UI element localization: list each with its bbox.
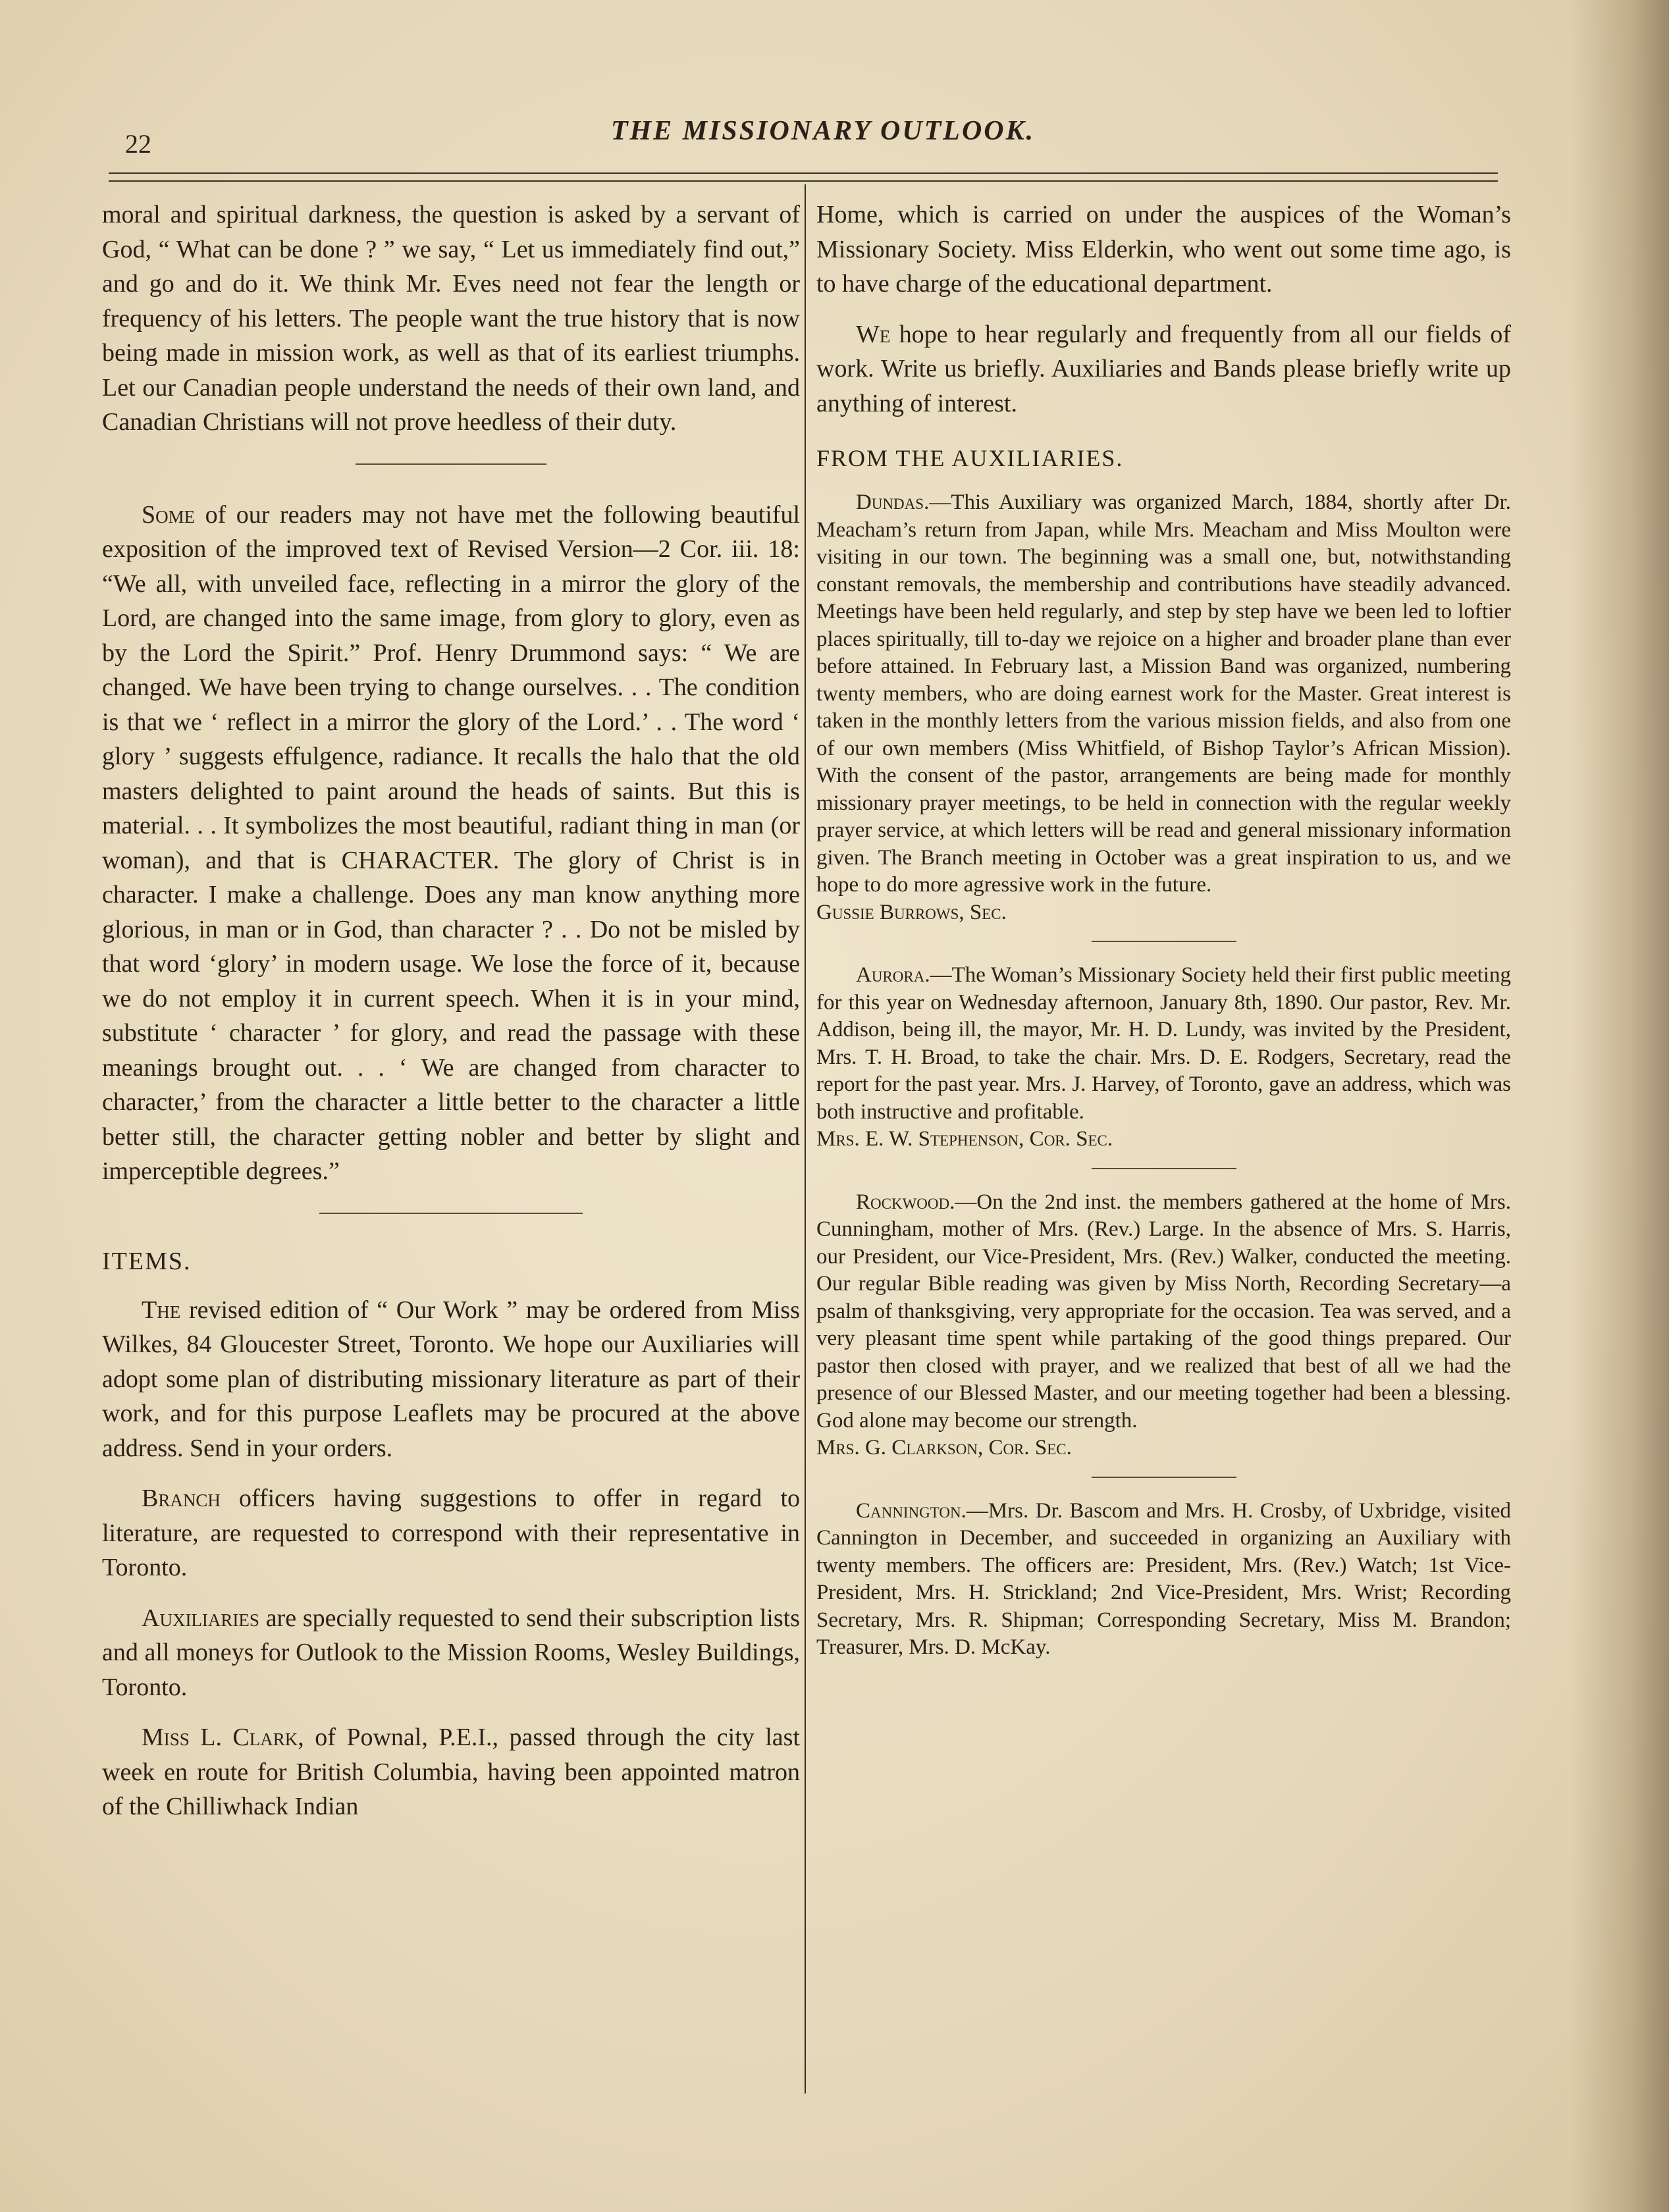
lead-word: The xyxy=(142,1296,181,1324)
report-text: —Mrs. Dr. Bascom and Mrs. H. Crosby, of Uxbridge, visited Cannington in December, and succeeded in organizing an Auxiliary with twenty members. The officers are: President, Mrs. (Rev.) Watch; 1st Vice-President, Mrs. H. Strickland; 2nd Vice-President, Mrs. Wrist; Recording Secretary, Mrs. R. Shipman; Corresponding Secretary, Miss M. Brandon; Treasurer, Mrs. D. McKay. xyxy=(816,1498,1511,1659)
section-divider xyxy=(1092,1477,1236,1478)
section-divider xyxy=(319,1213,583,1214)
item-paragraph xyxy=(102,1481,800,1585)
paragraph xyxy=(102,498,800,1189)
report-text: —On the 2nd inst. the members gathered at the home of Mrs. Cunningham, mother of Mrs. (Rev.) Large. In the absence of Mrs. S. Harris, our President, our Vice-President, Mrs. (Rev.) Walker, conducted the meeting. Our regular Bible reading was given by Miss North, Recording Secretary—a psalm of thanksgiving, very appropriate for the occasion. Tea was served, and a very pleasant time spent while partaking of the good things prepared. Our pastor then closed with prayer, and we realized that best of all we had the presence of our Blessed Master, and our meeting together had been a blessing. God alone may become our strength. xyxy=(816,1190,1511,1433)
page-header xyxy=(105,109,1541,159)
report-cannington xyxy=(816,1498,1511,1662)
paragraph-text: officers having suggestions to offer in regard to literature, are requested to correspond with their representative in Toronto. xyxy=(102,1485,800,1581)
paragraph-text: of our readers may not have met the following beautiful exposition of the improved text of Revised Version—2 Cor. iii. 18: “We all, with unveiled face, reflecting in a mirror the glory of the Lord, are changed into the same image, from glory to glory, even as by the Lord the Spirit.” Prof. Henry Drummond says: “ We are changed. We have been trying to change ourselves. . . The condition is that we ‘ reflect in a mirror the glory of the Lord.’ . . The word ‘ glory ’ suggests effulgence, radiance. It recalls the halo that the old masters delighted to paint around the heads of saints. But this is material. . . It symbolizes the most beautiful, radiant thing in man (or woman), and that is CHARACTER. The glory of Christ is in character. I make a challenge. Does any man know anything more glorious, in man or in God, than character ? . . Do not be misled by that word ‘glory’ in modern usage. We lose the force of it, because we do not employ it in current speech. When it is in your mind, substitute ‘ character ’ for glory, and read the passage with these meanings brought out. . . ‘ We are changed from character to character,’ from the character a little better to the character a little better still, the character getting nobler and better by slight and imperceptible degrees.” xyxy=(102,500,800,1185)
running-title: THE MISSIONARY OUTLOOK. xyxy=(610,116,1036,146)
paragraph-text: are specially requested to send their subscription lists and all moneys for Outlook to the Mission Rooms, Wesley Buildings, Toronto. xyxy=(102,1604,800,1701)
report-text: —The Woman’s Missionary Society held their first public meeting for this year on Wednesday afternoon, January 8th, 1890. Our pastor, Rev. Mr. Addison, being ill, the mayor, Mr. H. D. Lundy, was invited by the President, Mrs. T. H. Broad, to take the chair. Mrs. D. E. Rodgers, Secretary, read the report for the past year. Mrs. J. Harvey, of Toronto, gave an address, which was both instructive and profitable. xyxy=(816,963,1511,1124)
signature: Gussie Burrows, Sec. xyxy=(816,900,1007,924)
place-name: Cannington. xyxy=(856,1498,967,1523)
report-aurora xyxy=(816,962,1511,1126)
lead-word: Miss L. Clark, xyxy=(142,1724,304,1751)
header-double-rule xyxy=(109,172,1498,182)
paragraph: moral and spiritual darkness, the question is asked by a servant of God, “ What can be done ? ” we say, “ Let us immediately find out,” and go and do it. We think Mr. Eves need not fear the length or frequency of his letters. The people want the true history that is now being made in mission work, as well as that of its earliest triumphs. Let our Canadian people understand the needs of their own land, and Canadian Christians will not prove heedless of their duty. xyxy=(102,201,800,436)
place-name: Dundas. xyxy=(856,490,930,514)
signature: Mrs. G. Clarkson, Cor. Sec. xyxy=(816,1436,1072,1460)
lead-word: Branch xyxy=(142,1485,221,1512)
paragraph: Home, which is carried on under the auspices of the Woman’s Missionary Society. Miss Elderkin, who went out some time ago, is to have charge of the educational department. xyxy=(816,201,1511,298)
page-number: 22 xyxy=(125,129,151,159)
place-name: Rockwood. xyxy=(856,1190,955,1214)
paragraph-text: of Pownal, P.E.I., passed through the city last week en route for British Columbia, having been appointed matron of the Chilliwhack Indian xyxy=(102,1724,800,1820)
item-paragraph xyxy=(102,1720,800,1824)
paragraph-text: revised edition of “ Our Work ” may be ordered from Miss Wilkes, 84 Gloucester Street, Toronto. We hope our Auxiliaries will adopt some plan of distributing missionary literature as part of their work, and for this purpose Leaflets may be procured at the above address. Send in your orders. xyxy=(102,1296,800,1462)
report-text: —This Auxiliary was organized March, 1884, shortly after Dr. Meacham’s return from Japan, while Mrs. Meacham and Miss Moulton were visiting in our town. The beginning was a small one, but, notwithstanding constant removals, the membership and contributions have steadily advanced. Meetings have been held regularly, and step by step have we been led to loftier places spiritually, till to-day we rejoice on a higher and broader plane than ever before attained. In February last, a Mission Band was organized, numbering twenty members, who are doing earnest work for the Master. Great interest is taken in the monthly letters from the various mission fields, and also from one of our own members (Miss Whitfield, of Bishop Taylor’s African Mission). With the consent of the pastor, arrangements are being made for monthly missionary prayer meetings, to be held in connection with the regular weekly prayer service, at which letters will be read and general missionary information given. The Branch meeting in October was a great inspiration to us, and we hope to do more agressive work in the future. xyxy=(816,490,1511,897)
section-divider xyxy=(1092,1168,1236,1169)
place-name: Aurora. xyxy=(856,963,930,987)
report-dundas xyxy=(816,489,1511,899)
section-divider xyxy=(1092,941,1236,942)
section-divider xyxy=(356,463,546,465)
item-paragraph xyxy=(102,1293,800,1466)
column-divider xyxy=(805,184,806,2094)
section-heading-items: ITEMS. xyxy=(102,1247,192,1275)
right-column xyxy=(816,198,1511,1662)
report-rockwood xyxy=(816,1189,1511,1435)
page-spine-shadow xyxy=(1570,0,1669,2212)
lead-word: We xyxy=(856,320,891,348)
left-column xyxy=(102,198,800,1824)
lead-word: Auxiliaries xyxy=(142,1604,259,1632)
lead-word: Some xyxy=(142,500,196,529)
paragraph-text: hope to hear regularly and frequently from all our fields of work. Write us briefly. Auxiliaries and Bands please briefly write up anything of interest. xyxy=(816,320,1511,417)
section-heading-auxiliaries: FROM THE AUXILIARIES. xyxy=(816,445,1124,471)
signature: Mrs. E. W. Stephenson, Cor. Sec. xyxy=(816,1127,1113,1151)
item-paragraph xyxy=(102,1601,800,1705)
paragraph xyxy=(816,317,1511,421)
